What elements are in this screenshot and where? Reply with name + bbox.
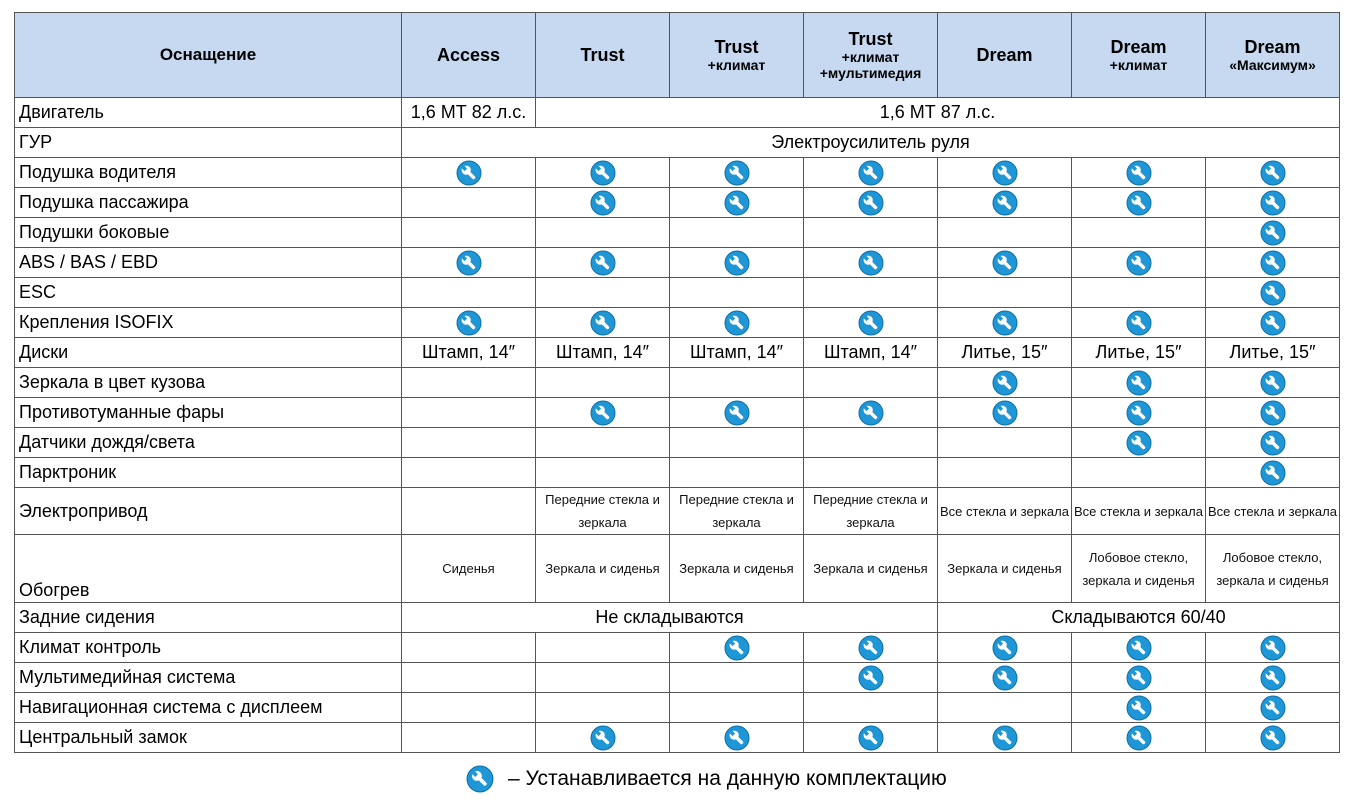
header-title: Dream [976, 44, 1033, 65]
feature-cell [1072, 368, 1206, 398]
feature-cell [536, 398, 670, 428]
feature-cell [938, 368, 1072, 398]
wrench-badge-icon [992, 160, 1018, 186]
feature-cell [402, 248, 536, 278]
row-label: Зеркала в цвет кузова [15, 368, 402, 398]
wrench-badge-icon [590, 160, 616, 186]
feature-cell [536, 248, 670, 278]
header-title: Оснащение [159, 45, 257, 65]
row-label: Электропривод [15, 488, 402, 535]
row-label: Задние сидения [15, 603, 402, 633]
feature-cell [804, 663, 938, 693]
wrench-badge-icon [1260, 310, 1286, 336]
wrench-badge-icon [1260, 280, 1286, 306]
feature-cell [938, 663, 1072, 693]
value-cell: Литье, 15″ [938, 338, 1072, 368]
row-label: Парктроник [15, 458, 402, 488]
feature-cell [536, 218, 670, 248]
equipment-table [14, 12, 1340, 753]
table-row [15, 278, 1340, 308]
table-row [15, 398, 1340, 428]
feature-cell [1072, 308, 1206, 338]
table-row [15, 368, 1340, 398]
feature-cell [1206, 633, 1340, 663]
table-row [15, 693, 1340, 723]
value-cell: Все стекла и зеркала [1072, 488, 1206, 535]
row-label: Навигационная система с дисплеем [15, 693, 402, 723]
feature-cell [1206, 218, 1340, 248]
wrench-badge-icon [1126, 725, 1152, 751]
feature-cell [1206, 693, 1340, 723]
wrench-badge-icon [1126, 430, 1152, 456]
feature-cell [804, 398, 938, 428]
feature-cell [670, 428, 804, 458]
feature-cell [670, 278, 804, 308]
feature-cell [938, 308, 1072, 338]
feature-cell [938, 398, 1072, 428]
value-cell: Литье, 15″ [1206, 338, 1340, 368]
header-subtitle: +мультимедия [819, 65, 922, 82]
wrench-badge-icon [590, 725, 616, 751]
feature-cell [536, 428, 670, 458]
feature-cell [1072, 218, 1206, 248]
value-cell: Штамп, 14″ [536, 338, 670, 368]
value-cell: Лобовое стекло, зеркала и сиденья [1072, 535, 1206, 603]
wrench-badge-icon [456, 160, 482, 186]
wrench-badge-icon [724, 250, 750, 276]
row-label: Диски [15, 338, 402, 368]
row-label: ESC [15, 278, 402, 308]
feature-cell [1206, 368, 1340, 398]
table-row [15, 663, 1340, 693]
legend [466, 764, 947, 794]
feature-cell [804, 723, 938, 753]
value-cell: 1,6 МТ 87 л.с. [536, 98, 1340, 128]
feature-cell [1072, 398, 1206, 428]
wrench-badge-icon [992, 400, 1018, 426]
wrench-badge-icon [1126, 190, 1152, 216]
row-label: ABS / BAS / EBD [15, 248, 402, 278]
feature-cell [804, 218, 938, 248]
feature-cell [402, 458, 536, 488]
feature-cell [402, 218, 536, 248]
feature-cell [1072, 158, 1206, 188]
feature-cell [670, 158, 804, 188]
table-row [15, 535, 1340, 603]
table-row [15, 428, 1340, 458]
wrench-badge-icon [724, 400, 750, 426]
row-label: ГУР [15, 128, 402, 158]
feature-cell [938, 188, 1072, 218]
feature-cell [804, 693, 938, 723]
feature-cell [938, 218, 1072, 248]
feature-cell [1206, 158, 1340, 188]
feature-cell [1072, 428, 1206, 458]
feature-cell [670, 663, 804, 693]
header-trim-6 [1072, 13, 1206, 98]
feature-cell [536, 663, 670, 693]
value-cell: Не складываются [402, 603, 938, 633]
feature-cell [1206, 188, 1340, 218]
value-cell: Электроусилитель руля [402, 128, 1340, 158]
feature-cell [938, 693, 1072, 723]
value-cell: Передние стекла и зеркала [536, 488, 670, 535]
feature-cell [804, 308, 938, 338]
wrench-badge-icon [724, 635, 750, 661]
feature-cell [402, 663, 536, 693]
feature-cell [402, 308, 536, 338]
wrench-badge-icon [724, 310, 750, 336]
feature-cell [1206, 458, 1340, 488]
wrench-badge-icon [1126, 310, 1152, 336]
wrench-badge-icon [858, 160, 884, 186]
feature-cell [670, 458, 804, 488]
feature-cell [938, 248, 1072, 278]
wrench-badge-icon [1260, 250, 1286, 276]
row-label: Центральный замок [15, 723, 402, 753]
feature-cell [536, 188, 670, 218]
header-subtitle: «Максимум» [1229, 57, 1316, 74]
wrench-badge-icon [724, 160, 750, 186]
header-trim-2 [536, 13, 670, 98]
value-cell: Штамп, 14″ [402, 338, 536, 368]
wrench-badge-icon [590, 190, 616, 216]
table-row [15, 158, 1340, 188]
feature-cell [670, 398, 804, 428]
feature-cell [804, 188, 938, 218]
wrench-badge-icon [858, 310, 884, 336]
wrench-badge-icon [858, 190, 884, 216]
legend-text: – Устанавливается на данную комплектацию [508, 767, 947, 790]
feature-cell [938, 158, 1072, 188]
wrench-badge-icon [724, 190, 750, 216]
value-cell [402, 488, 536, 535]
wrench-badge-icon [858, 400, 884, 426]
wrench-badge-icon [858, 725, 884, 751]
table-row [15, 98, 1340, 128]
wrench-badge-icon [1260, 400, 1286, 426]
value-cell: Штамп, 14″ [670, 338, 804, 368]
header-title: Access [436, 44, 501, 65]
value-cell: Зеркала и сиденья [804, 535, 938, 603]
table-row [15, 128, 1340, 158]
header-trim-7 [1206, 13, 1340, 98]
table-row [15, 338, 1340, 368]
feature-cell [670, 723, 804, 753]
feature-cell [804, 278, 938, 308]
feature-cell [536, 723, 670, 753]
wrench-badge-icon [1260, 160, 1286, 186]
header-row [15, 13, 1340, 98]
header-title: Dream [1110, 36, 1167, 57]
feature-cell [670, 693, 804, 723]
feature-cell [402, 278, 536, 308]
wrench-badge-icon [1260, 665, 1286, 691]
feature-cell [536, 368, 670, 398]
wrench-badge-icon [992, 725, 1018, 751]
feature-cell [804, 458, 938, 488]
feature-cell [804, 248, 938, 278]
header-title: Dream [1244, 36, 1301, 57]
table-row [15, 458, 1340, 488]
wrench-badge-icon [1260, 220, 1286, 246]
wrench-badge-icon [858, 250, 884, 276]
wrench-badge-icon [1126, 695, 1152, 721]
feature-cell [402, 428, 536, 458]
feature-cell [1206, 428, 1340, 458]
row-label: Подушка водителя [15, 158, 402, 188]
feature-cell [670, 218, 804, 248]
wrench-badge-icon [590, 310, 616, 336]
table-row [15, 218, 1340, 248]
value-cell: Все стекла и зеркала [1206, 488, 1340, 535]
feature-cell [402, 723, 536, 753]
wrench-badge-icon [1260, 695, 1286, 721]
row-label: Обогрев [15, 535, 402, 603]
header-subtitle: +климат [841, 49, 900, 66]
value-cell: Зеркала и сиденья [670, 535, 804, 603]
wrench-badge-icon [1126, 160, 1152, 186]
value-cell: 1,6 МТ 82 л.с. [402, 98, 536, 128]
wrench-badge-icon [1126, 370, 1152, 396]
feature-cell [804, 368, 938, 398]
wrench-badge-icon [1260, 725, 1286, 751]
wrench-badge-icon [992, 370, 1018, 396]
wrench-badge-icon [858, 665, 884, 691]
value-cell: Литье, 15″ [1072, 338, 1206, 368]
wrench-badge-icon [858, 635, 884, 661]
feature-cell [804, 633, 938, 663]
feature-cell [1206, 398, 1340, 428]
header-trim-1 [402, 13, 536, 98]
feature-cell [1072, 663, 1206, 693]
wrench-badge-icon [992, 250, 1018, 276]
feature-cell [804, 428, 938, 458]
row-label: Противотуманные фары [15, 398, 402, 428]
wrench-badge-icon [1126, 400, 1152, 426]
feature-cell [1206, 308, 1340, 338]
value-cell: Зеркала и сиденья [938, 535, 1072, 603]
wrench-badge-icon [1260, 430, 1286, 456]
header-subtitle: +климат [707, 57, 766, 74]
row-label: Подушка пассажира [15, 188, 402, 218]
value-cell: Передние стекла и зеркала [670, 488, 804, 535]
wrench-badge-icon [456, 250, 482, 276]
wrench-badge-icon [1260, 190, 1286, 216]
wrench-badge-icon [1126, 635, 1152, 661]
wrench-badge-icon [992, 665, 1018, 691]
feature-cell [670, 188, 804, 218]
row-label: Крепления ISOFIX [15, 308, 402, 338]
header-trim-4 [804, 13, 938, 98]
wrench-badge-icon [456, 310, 482, 336]
table-row [15, 603, 1340, 633]
feature-cell [536, 633, 670, 663]
feature-cell [402, 188, 536, 218]
header-title: Trust [580, 44, 625, 65]
feature-cell [536, 693, 670, 723]
feature-cell [670, 368, 804, 398]
header-title: Trust [714, 36, 759, 57]
wrench-badge-icon [1126, 250, 1152, 276]
table-row [15, 188, 1340, 218]
feature-cell [536, 458, 670, 488]
wrench-badge-icon [1260, 635, 1286, 661]
feature-cell [1072, 188, 1206, 218]
row-label: Двигатель [15, 98, 402, 128]
feature-cell [402, 398, 536, 428]
wrench-badge-icon [992, 635, 1018, 661]
value-cell: Штамп, 14″ [804, 338, 938, 368]
value-cell: Сиденья [402, 535, 536, 603]
feature-cell [938, 458, 1072, 488]
feature-cell [1072, 723, 1206, 753]
feature-cell [1206, 663, 1340, 693]
header-equipment [15, 13, 402, 98]
wrench-badge-icon [466, 765, 494, 793]
equipment-table-container [14, 12, 1340, 753]
feature-cell [402, 158, 536, 188]
row-label: Мультимедийная система [15, 663, 402, 693]
feature-cell [402, 633, 536, 663]
feature-cell [1206, 248, 1340, 278]
feature-cell [1206, 278, 1340, 308]
feature-cell [536, 158, 670, 188]
feature-cell [804, 158, 938, 188]
feature-cell [938, 278, 1072, 308]
feature-cell [938, 633, 1072, 663]
feature-cell [670, 633, 804, 663]
value-cell: Лобовое стекло, зеркала и сиденья [1206, 535, 1340, 603]
feature-cell [1206, 723, 1340, 753]
wrench-badge-icon [724, 725, 750, 751]
row-label: Датчики дождя/света [15, 428, 402, 458]
value-cell: Передние стекла и зеркала [804, 488, 938, 535]
value-cell: Зеркала и сиденья [536, 535, 670, 603]
table-row [15, 248, 1340, 278]
feature-cell [1072, 248, 1206, 278]
row-label: Подушки боковые [15, 218, 402, 248]
value-cell: Все стекла и зеркала [938, 488, 1072, 535]
feature-cell [1072, 633, 1206, 663]
wrench-badge-icon [1260, 370, 1286, 396]
feature-cell [938, 723, 1072, 753]
header-subtitle: +климат [1109, 57, 1168, 74]
feature-cell [536, 308, 670, 338]
feature-cell [1072, 693, 1206, 723]
header-title: Trust [848, 28, 893, 49]
wrench-badge-icon [1126, 665, 1152, 691]
feature-cell [536, 278, 670, 308]
value-cell: Складываются 60/40 [938, 603, 1340, 633]
table-row [15, 308, 1340, 338]
feature-cell [938, 428, 1072, 458]
wrench-badge-icon [590, 250, 616, 276]
feature-cell [670, 308, 804, 338]
wrench-badge-icon [992, 190, 1018, 216]
header-trim-3 [670, 13, 804, 98]
wrench-badge-icon [590, 400, 616, 426]
header-trim-5 [938, 13, 1072, 98]
feature-cell [1072, 278, 1206, 308]
row-label: Климат контроль [15, 633, 402, 663]
table-row [15, 488, 1340, 535]
feature-cell [402, 693, 536, 723]
wrench-badge-icon [992, 310, 1018, 336]
table-row [15, 723, 1340, 753]
feature-cell [1072, 458, 1206, 488]
feature-cell [670, 248, 804, 278]
table-row [15, 633, 1340, 663]
wrench-badge-icon [1260, 460, 1286, 486]
feature-cell [402, 368, 536, 398]
